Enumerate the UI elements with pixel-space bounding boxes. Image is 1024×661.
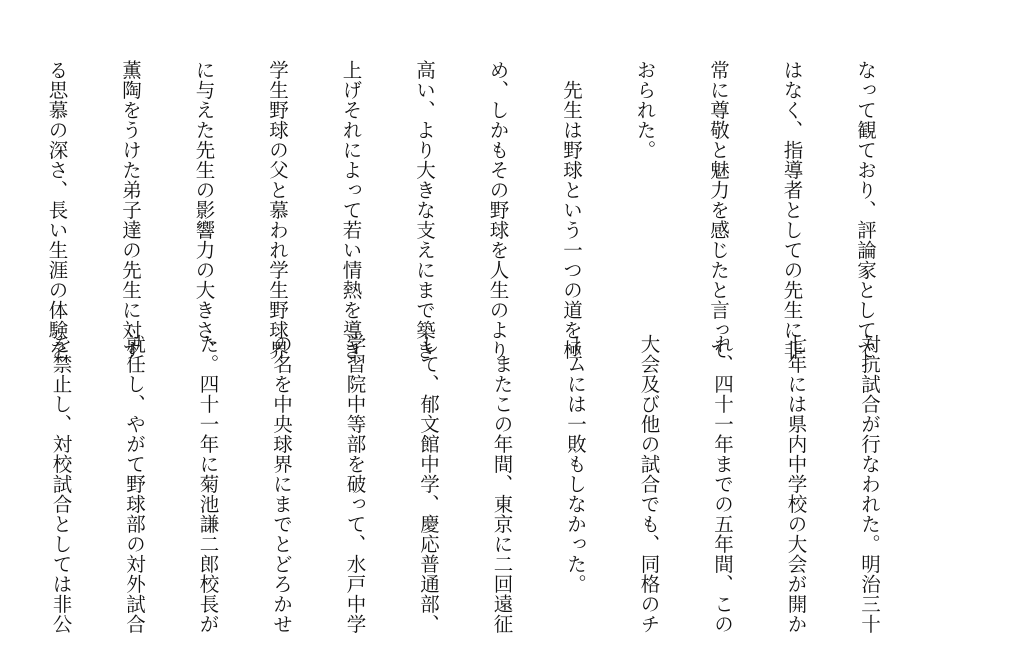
text-column: る思慕の深さ、長い生涯の体験を (45, 60, 69, 360)
text-column: ームには一敗もしなかった。 (564, 334, 587, 594)
text-block-upper (45, 60, 926, 360)
text-column: を禁止し、対校試合としては非公 (49, 334, 73, 634)
text-column: 七年には県内中学校の大会が開か (784, 334, 808, 634)
text-column: 大会及び他の試合でも、同格のチ (637, 334, 661, 634)
text-column: 対抗試合が行なわれた。明治三十 (858, 334, 881, 634)
text-column: に与えた先生の影響力の大きさ、 (192, 60, 216, 360)
text-block-lower (49, 334, 930, 634)
text-column: の名を中央球界にまでとどろかせ (270, 334, 293, 634)
text-column: れ、四十一年までの五年間、この (711, 334, 734, 634)
text-column: おられた。 (633, 60, 657, 160)
text-column: して、郁文館中学、慶応普通部、 (417, 334, 440, 634)
text-column: 先生は野球という一つの道を極 (560, 60, 583, 360)
text-column: 学習院中等部を破って、水戸中学 (343, 334, 367, 634)
text-column: た。四十一年に菊池謙二郎校長が (196, 334, 220, 634)
text-column: 就任し、やがて野球部の対外試合 (123, 334, 146, 634)
text-column: 上げそれによって若い情熱を導き (339, 60, 363, 360)
text-column: 常に尊敬と魅力を感じたと言って (707, 60, 730, 360)
text-column: またこの年間、東京に二回遠征 (490, 334, 514, 634)
text-column: 薫陶をうけた弟子達の先生に対す (119, 60, 142, 360)
text-column: なって観ており、評論家としてで (854, 60, 877, 360)
text-column: め、しかもその野球を人生のより (486, 60, 510, 360)
text-column: 高い、より大きな支えにまで築き (413, 60, 436, 360)
text-column: 学生野球の父と慕われ学生野球界 (266, 60, 289, 360)
text-column: はなく、指導者としての先生に非 (780, 60, 804, 360)
